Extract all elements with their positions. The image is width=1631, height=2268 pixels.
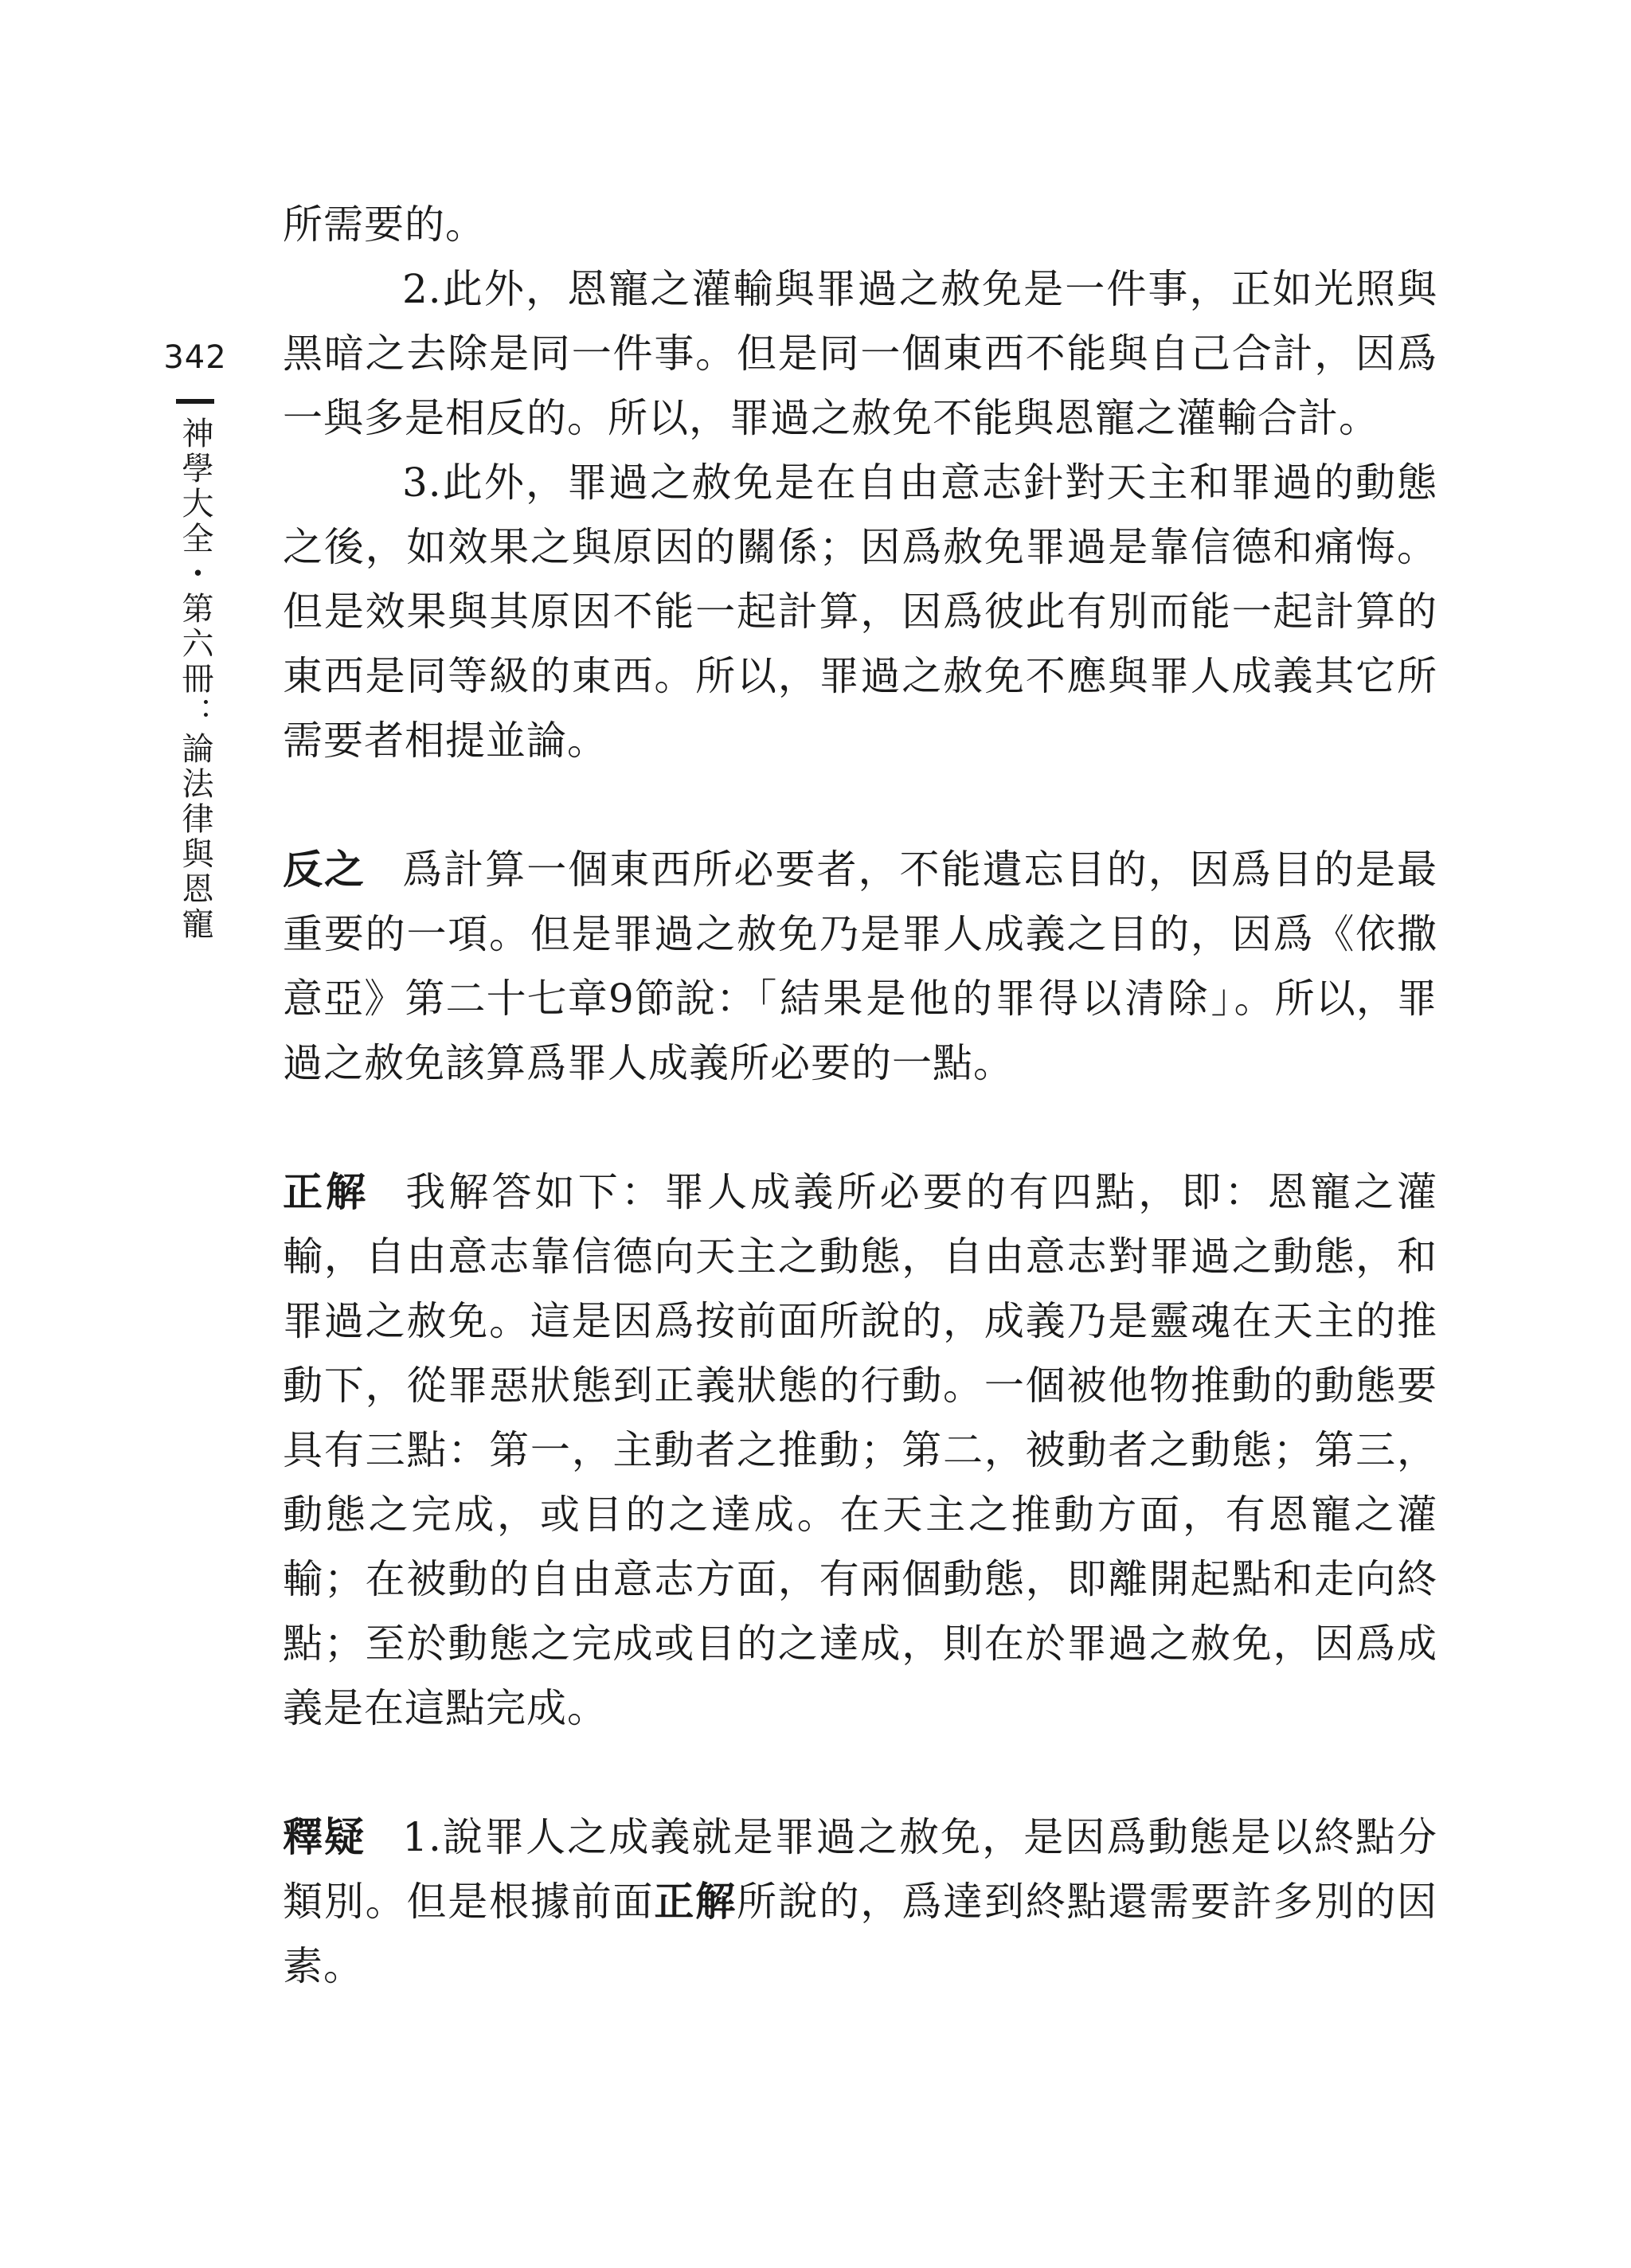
body-text — [283, 193, 1437, 1999]
page-margin — [159, 338, 231, 942]
contra-text-b: 。所以，罪過之赦免該算爲罪人成義所必要的一點。 — [283, 976, 1438, 1086]
answer-paragraph — [283, 1160, 1437, 1741]
contra-quote: 「結果是他的罪得以清除」 — [757, 976, 1234, 1022]
reply-text-b: 所說的，爲達到終點還需要許多別的因素。 — [283, 1879, 1438, 1989]
running-title: 神學大全・第六冊：論法律與恩寵 — [177, 416, 213, 942]
contra-text-a: 爲計算一個東西所必要者，不能遺忘目的，因爲目的是最重要的一項。但是罪過之赦免乃是罪人成義之目的，因爲《依撒意亞》第二十七章9節說： — [283, 847, 1438, 1022]
reply-label: 釋疑 — [283, 1814, 366, 1860]
answer-text: 我解答如下：罪人成義所必要的有四點，即：恩寵之灌輸，自由意志靠信德向天主之動態，自由意志對罪過之動態，和罪過之赦免。這是因爲按前面所說的，成義乃是靈魂在天主的推動下，從罪惡狀態到正義狀態的行動。一個被他物推動的動態要具有三點：第一，主動者之推動；第二，被動者之動態；第三，動態之完成，或目的之達成。在天主之推動方面，有恩寵之灌輸；在被動的自由意志方面，有兩個動態，即離開起點和走向終點；至於動態之完成或目的之達成，則在於罪過之赦免，因爲成義是在這點完成。 — [283, 1169, 1438, 1731]
objection-3: 3.此外，罪過之赦免是在自由意志針對天主和罪過的動態之後，如效果之與原因的關係；因爲赦免罪過是靠信德和痛悔。但是效果與其原因不能一起計算，因爲彼此有別而能一起計算的東西是同等級的東西。所以，罪過之赦免不應與罪人成義其它所需要者相提並論。 — [283, 459, 1437, 764]
objection-2: 2.此外，恩寵之灌輸與罪過之赦免是一件事，正如光照與黑暗之去除是同一件事。但是同一個東西不能與自己合計，因爲一與多是相反的。所以，罪過之赦免不能與恩寵之灌輸合計。 — [283, 266, 1437, 441]
reply-text-a: 1.說罪人之成義就是罪過之赦免，是因爲動態是以終點分類別。但是根據前面 — [283, 1814, 1437, 1925]
contra-paragraph — [283, 838, 1437, 1096]
reply-paragraph — [283, 1805, 1437, 1999]
paragraph-continuation: 所需要的。 — [283, 201, 486, 248]
answer-label: 正解 — [283, 1169, 370, 1215]
margin-rule — [176, 399, 214, 404]
reply-inline-bold: 正解 — [654, 1879, 737, 1925]
page-number: 342 — [163, 339, 227, 376]
contra-label: 反之 — [283, 847, 366, 893]
